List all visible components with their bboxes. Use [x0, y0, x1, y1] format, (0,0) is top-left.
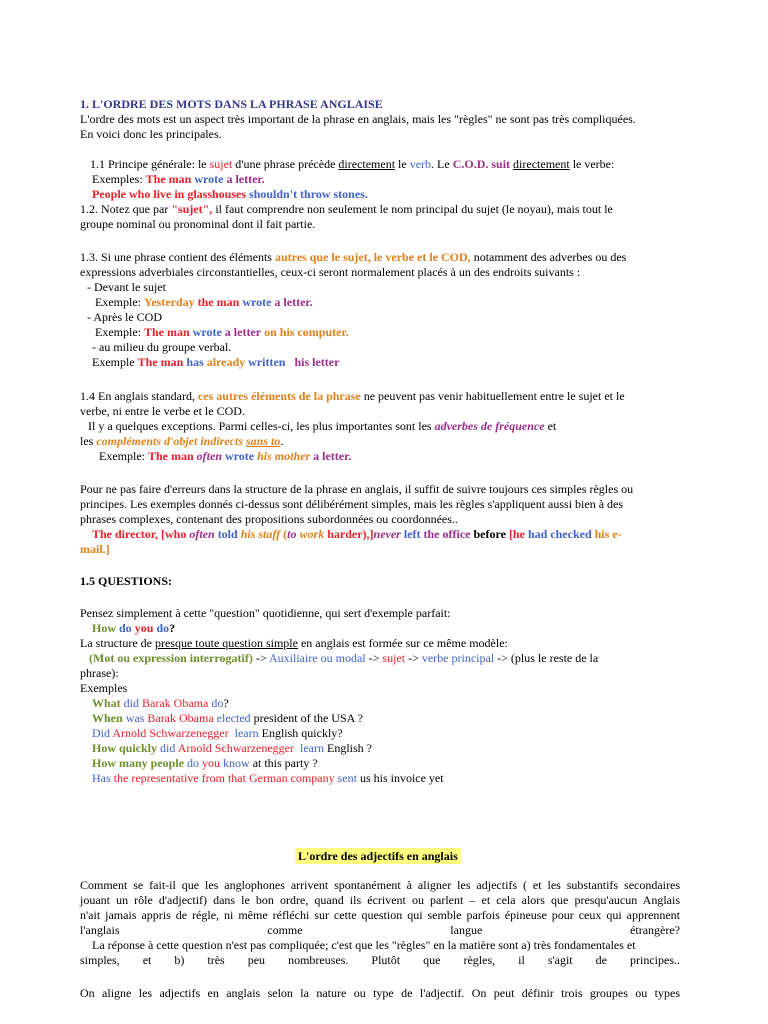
adjectives-para-line5: La réponse à cette question n'est pas compliquée; c'est que les "règles" en la matière sont a) très fondamentales et — [80, 938, 636, 952]
adjectives-para-line1: Comment se fait-il que les anglophones arrivent spontanément à aligner les adjectifs ( et les substantifs secondaires — [80, 878, 680, 892]
question-example-2: When was Barak Obama elected president of the USA ? — [92, 711, 363, 725]
adjectives-title: L'ordre des adjectifs en anglais — [295, 848, 461, 864]
question-example-1: What did Barak Obama do? — [92, 696, 229, 710]
structure-line: La structure de presque toute question simple en anglais est formée sur ce même modèle: — [80, 636, 508, 650]
example-1-3c: Exemple The man has already written his letter — [92, 355, 340, 369]
principle-1-1: 1.1 Principe générale: le sujet d'une phrase précède directement le verb. Le C.O.D. suit directement le verbe: — [90, 157, 615, 171]
intro-line-1: L'ordre des mots est un aspect très important de la phrase en anglais, mais les "règles" ne sont pas très compliquées. — [80, 112, 636, 126]
rule-1-4-line2: verbe, ni entre le verbe et le COD. — [80, 404, 245, 418]
example-1-1: Exemples: The man wrote a letter. — [92, 172, 265, 186]
question-example-5: How many people do you know at this party ? — [92, 756, 318, 770]
example-1-4: Exemple: The man often wrote his mother a letter. — [99, 449, 352, 463]
complex-para-line1: Pour ne pas faire d'erreurs dans la structure de la phrase en anglais, il suffit de suivre toujours ces simples règles ou — [80, 482, 634, 496]
model-line-end: phrase): — [80, 666, 119, 680]
adjectives-para-line3: n'ait jamais appris de régle, ni même réfléchi sur cette question qui semble parfois épineuse pour ceux qui apprennent — [80, 908, 680, 922]
how-do-you-do: How do you do? — [92, 621, 176, 635]
question-example-3: Did Arnold Schwarzenegger learn English quickly? — [92, 726, 343, 740]
rule-1-4-line3: Il y a quelques exceptions. Parmi celles-ci, les plus importantes sont les adverbes de fréquence et — [88, 419, 557, 433]
example-1-3a: Exemple: Yesterday the man wrote a letter. — [95, 295, 313, 309]
adjectives-para-line4: l'anglais comme langue étrangère? — [80, 923, 680, 937]
note-1-2: 1.2. Notez que par "sujet", il faut comprendre non seulement le nom principal du sujet (le noyau), mais tout le — [80, 202, 613, 216]
examples-label: Exemples — [80, 681, 128, 695]
rule-1-4-line4: les compléments d'objet indirects sans to. — [80, 434, 284, 448]
model-line: (Mot ou expression interrogatif) -> Auxiliaire ou modal -> sujet -> verbe principal -> (plus le reste de la — [89, 651, 599, 665]
position-before-subject: - Devant le sujet — [87, 280, 166, 294]
rule-1-3: 1.3. Si une phrase contient des éléments autres que le sujet, le verbe et le COD, notamment des adverbes ou des — [80, 250, 627, 264]
complex-para-line2: principes. Les exemples donnés ci-dessus sont délibérément simples, mais les règles s'appliquent aussi bien à des — [80, 497, 624, 511]
note-1-2-line2: groupe nominal ou pronominal dont il fait partie. — [80, 217, 316, 231]
example-1-3b: Exemple: The man wrote a letter on his computer. — [95, 325, 349, 339]
director-example: The director, [who often told his staff (to work harder),]never left the office before [he had checked his e- — [92, 527, 622, 541]
adjectives-para-line7: On aligne les adjectifs en anglais selon la nature ou type de l'adjectif. On peut définir trois groupes ou types — [80, 986, 680, 1000]
question-example-4: How quickly did Arnold Schwarzenegger learn English ? — [92, 741, 372, 755]
complex-para-line3: phrases complexes, contenant des propositions subordonnées ou coordonnées.. — [80, 512, 458, 526]
questions-title: 1.5 QUESTIONS: — [80, 574, 173, 588]
position-middle: - au milieu du groupe verbal. — [92, 340, 232, 354]
adjectives-para-line2: jouant un rôle d'adjectif) dans le bon ordre, quand ils écrivent ou parlent – et cela alors que presqu'aucun Anglais — [80, 893, 680, 907]
rule-1-4: 1.4 En anglais standard, ces autres éléments de la phrase ne peuvent pas venir habituellement entre le sujet et le — [80, 389, 625, 403]
rule-1-3-line2: expressions adverbiales circonstantielles, ceux-ci seront normalement placés à un des endroits suivants : — [80, 265, 581, 279]
section-1-title: 1. L'ORDRE DES MOTS DANS LA PHRASE ANGLAISE — [80, 97, 383, 111]
position-after-cod: - Après le COD — [87, 310, 162, 324]
questions-intro: Pensez simplement à cette "question" quotidienne, qui sert d'exemple parfait: — [80, 606, 451, 620]
intro-line-2: En voici donc les principales. — [80, 127, 222, 141]
example-1-1b: People who live in glasshouses shouldn't throw stones. — [92, 187, 368, 201]
director-example-line2: mail.] — [80, 542, 110, 556]
adjectives-para-line6: simples, et b) très peu nombreuses. Plutôt que règles, il s'agit de principes.. — [80, 953, 680, 967]
question-example-6: Has the representative from that German company sent us his invoice yet — [92, 771, 444, 785]
